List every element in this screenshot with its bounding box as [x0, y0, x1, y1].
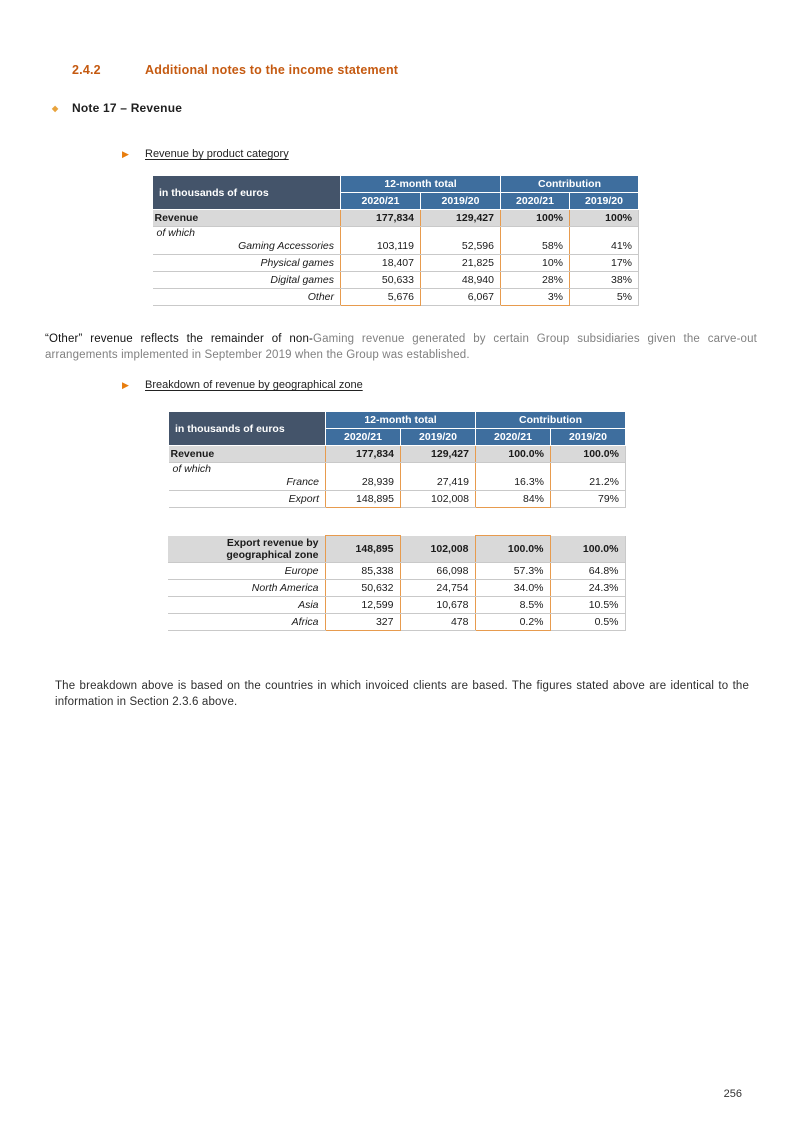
value-cell: 58%	[501, 227, 570, 255]
row-prefix: of which	[172, 463, 212, 475]
value-cell: 5,676	[341, 289, 421, 306]
row-label: Europe	[284, 564, 319, 577]
table-row	[153, 289, 639, 306]
column-year-header: 2019/20	[570, 193, 639, 210]
financial-table	[168, 411, 626, 508]
table-header	[169, 412, 626, 446]
triangle-bullet-icon: ▶	[122, 148, 129, 159]
value-cell: 100%	[570, 210, 639, 227]
column-year-header: 2019/20	[421, 193, 501, 210]
value-cell: 17%	[570, 255, 639, 272]
value-cell: 102,008	[401, 491, 476, 508]
value-cell: 8.5%	[475, 596, 550, 613]
value-cell: 6,067	[421, 289, 501, 306]
table-row	[168, 613, 625, 630]
value-cell: 102,008	[400, 536, 475, 563]
value-cell: 129,427	[421, 210, 501, 227]
section-heading	[72, 63, 398, 77]
row-label-cell	[153, 227, 341, 255]
revenue-by-product-table	[152, 175, 639, 306]
row-label-cell	[153, 210, 341, 227]
value-cell: 12,599	[325, 596, 400, 613]
subheading-text: Breakdown of revenue by geographical zone	[145, 379, 363, 391]
table-header	[153, 176, 639, 210]
table-row	[153, 227, 639, 255]
value-cell: 327	[325, 613, 400, 630]
value-cell: 50,633	[341, 272, 421, 289]
row-label: Revenue	[170, 448, 215, 460]
row-label: France	[286, 476, 319, 488]
value-cell: 10%	[501, 255, 570, 272]
value-cell: 79%	[551, 491, 626, 508]
row-label-cell	[153, 255, 341, 272]
page-number: 256	[723, 1088, 742, 1100]
value-cell: 0.2%	[475, 613, 550, 630]
section-title: Additional notes to the income statement	[145, 63, 399, 77]
header-group-row	[169, 412, 626, 429]
value-cell: 85,338	[325, 562, 400, 579]
value-cell: 100.0%	[551, 446, 626, 463]
value-cell: 3%	[501, 289, 570, 306]
row-label-cell	[169, 491, 326, 508]
row-label-cell	[169, 463, 326, 491]
value-cell: 148,895	[325, 536, 400, 563]
table-unit-label: in thousands of euros	[169, 412, 326, 446]
row-label-cell	[153, 289, 341, 306]
row-label: Gaming Accessories	[238, 240, 334, 252]
value-cell: 28%	[501, 272, 570, 289]
table-row	[169, 463, 626, 491]
value-cell: 28,939	[326, 463, 401, 491]
value-cell: 0.5%	[550, 613, 625, 630]
row-prefix: of which	[156, 227, 196, 239]
other-revenue-paragraph	[45, 331, 757, 363]
table-row	[168, 562, 625, 579]
row-label: Africa	[291, 615, 319, 628]
row-label-cell	[168, 562, 325, 579]
value-cell: 100.0%	[475, 536, 550, 563]
table-body	[168, 536, 625, 631]
value-cell: 48,940	[421, 272, 501, 289]
table-body	[153, 210, 639, 306]
subheading-revenue-by-product	[122, 148, 289, 160]
value-cell: 64.8%	[550, 562, 625, 579]
column-year-header: 2019/20	[551, 429, 626, 446]
row-label-cell	[168, 579, 325, 596]
table-row	[169, 446, 626, 463]
value-cell: 27,419	[401, 463, 476, 491]
column-year-header: 2020/21	[501, 193, 570, 210]
header-group-row	[153, 176, 639, 193]
value-cell: 129,427	[401, 446, 476, 463]
value-cell: 100%	[501, 210, 570, 227]
row-label: Revenue	[154, 212, 199, 224]
row-label: Physical games	[260, 257, 334, 269]
row-label: Export revenue by geographical zone	[226, 536, 319, 561]
table-row	[153, 255, 639, 272]
value-cell: 100.0%	[550, 536, 625, 563]
value-cell: 177,834	[341, 210, 421, 227]
revenue-by-zone-table	[168, 411, 626, 508]
value-cell: 21,825	[421, 255, 501, 272]
table-row	[169, 491, 626, 508]
financial-table	[168, 535, 626, 631]
column-year-header: 2020/21	[326, 429, 401, 446]
row-label: Asia	[298, 598, 319, 611]
financial-table	[152, 175, 639, 306]
section-number: 2.4.2	[72, 63, 101, 77]
value-cell: 34.0%	[475, 579, 550, 596]
value-cell: 16.3%	[476, 463, 551, 491]
note-heading	[52, 101, 182, 115]
value-cell: 100.0%	[476, 446, 551, 463]
value-cell: 84%	[476, 491, 551, 508]
value-cell: 5%	[570, 289, 639, 306]
column-group-header: 12-month total	[341, 176, 501, 193]
breakdown-note-paragraph: The breakdown above is based on the countries in which invoiced clients are based. The figures stated above are identical to the information in Section 2.3.6 above.	[55, 680, 749, 709]
row-label: North America	[251, 581, 319, 594]
value-cell: 21.2%	[551, 463, 626, 491]
note-label: Note 17 – Revenue	[72, 101, 183, 115]
value-cell: 18,407	[341, 255, 421, 272]
export-revenue-by-zone-table	[168, 535, 626, 631]
row-label-cell	[169, 446, 326, 463]
value-cell: 24.3%	[550, 579, 625, 596]
value-cell: 10.5%	[550, 596, 625, 613]
column-year-header: 2019/20	[401, 429, 476, 446]
value-cell: 177,834	[326, 446, 401, 463]
column-year-header: 2020/21	[476, 429, 551, 446]
value-cell: 103,119	[341, 227, 421, 255]
row-label: Export	[288, 493, 319, 505]
diamond-bullet-icon: ◆	[52, 103, 59, 113]
value-cell: 148,895	[326, 491, 401, 508]
table-row	[168, 536, 625, 563]
value-cell: 50,632	[325, 579, 400, 596]
row-label: Other	[307, 291, 334, 303]
value-cell: 57.3%	[475, 562, 550, 579]
table-unit-label: in thousands of euros	[153, 176, 341, 210]
row-label: Digital games	[270, 274, 334, 286]
value-cell: 38%	[570, 272, 639, 289]
column-year-header: 2020/21	[341, 193, 421, 210]
value-cell: 478	[400, 613, 475, 630]
subheading-revenue-by-zone	[122, 379, 363, 391]
paragraph-gray-part: Gaming revenue generated by certain Group subsidiaries given the carve-out arrangements implemented in September 2019 when the Group was established.	[45, 333, 757, 362]
paragraph-black-part: “Other” revenue reflects the remainder of non-	[45, 333, 313, 345]
value-cell: 52,596	[421, 227, 501, 255]
table-row	[153, 210, 639, 227]
value-cell: 24,754	[400, 579, 475, 596]
table-body	[169, 446, 626, 508]
row-label-cell	[168, 613, 325, 630]
value-cell: 66,098	[400, 562, 475, 579]
subheading-text: Revenue by product category	[145, 148, 289, 160]
column-group-header: Contribution	[476, 412, 626, 429]
row-label-cell	[153, 272, 341, 289]
row-label-cell	[168, 596, 325, 613]
table-row	[168, 596, 625, 613]
value-cell: 41%	[570, 227, 639, 255]
triangle-bullet-icon: ▶	[122, 379, 129, 390]
row-label-cell	[168, 536, 325, 563]
value-cell: 10,678	[400, 596, 475, 613]
table-row	[168, 579, 625, 596]
column-group-header: Contribution	[501, 176, 639, 193]
table-row	[153, 272, 639, 289]
column-group-header: 12-month total	[326, 412, 476, 429]
